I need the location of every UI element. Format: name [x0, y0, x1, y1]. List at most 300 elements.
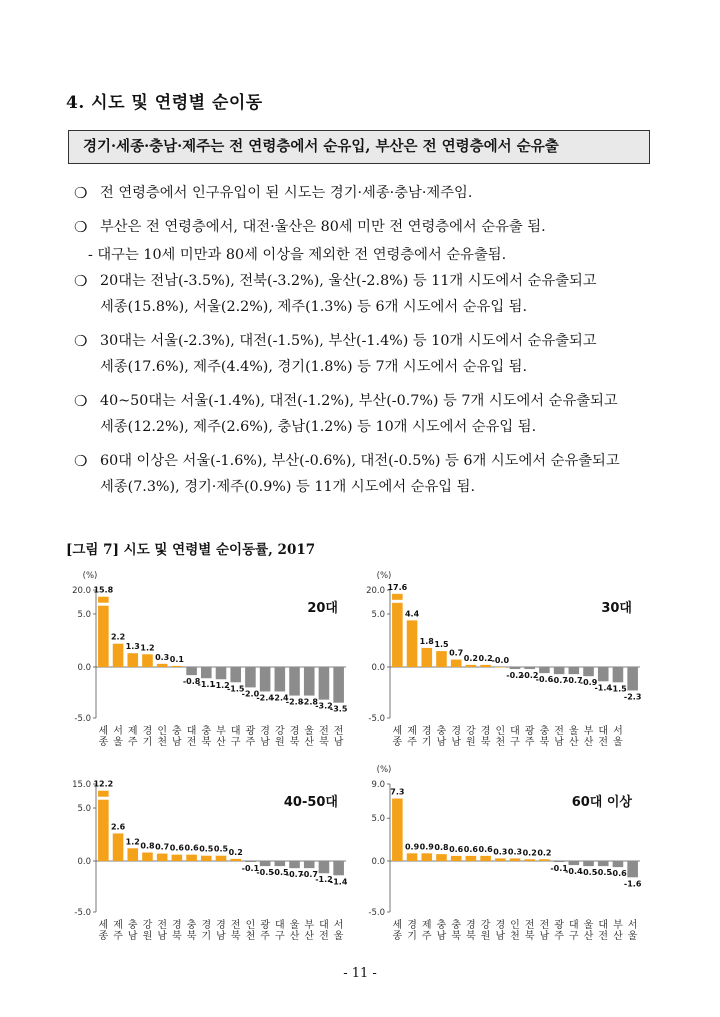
- category-label: 울: [568, 726, 579, 737]
- unit-label: (%): [82, 571, 98, 581]
- category-label: 주: [407, 737, 417, 748]
- bar: [304, 667, 315, 696]
- category-label: 경: [260, 726, 270, 737]
- category-label: 부: [216, 726, 226, 737]
- y-tick-label: 5.0: [77, 610, 91, 620]
- category-label: 충: [436, 726, 447, 737]
- data-label: -0.8: [182, 677, 201, 687]
- category-label: 남: [539, 931, 550, 942]
- data-label: -0.1: [550, 864, 568, 874]
- data-label: 1.2: [140, 643, 155, 653]
- category-label: 전: [186, 737, 197, 748]
- y-tick-label: 5.0: [371, 814, 385, 825]
- data-label: -0.7: [550, 676, 568, 686]
- category-label: 경: [480, 726, 491, 737]
- data-label: 0.8: [140, 841, 155, 851]
- y-tick-label: 5.0: [371, 610, 385, 620]
- data-label: 0.2: [522, 848, 537, 858]
- category-label: 전: [230, 920, 241, 931]
- category-label: 울: [333, 931, 344, 942]
- data-label: -0.7: [300, 870, 318, 880]
- category-label: 남: [436, 931, 447, 942]
- data-label: -0.5: [594, 868, 612, 878]
- bar: [480, 665, 491, 667]
- category-label: 기: [201, 931, 212, 942]
- category-label: 울: [613, 737, 623, 748]
- y-tick-label: 0.0: [371, 663, 385, 673]
- data-label: -3.5: [329, 704, 348, 714]
- bar: [142, 654, 153, 667]
- chart-title: 30대: [601, 601, 632, 616]
- bar: [230, 667, 241, 682]
- data-label: -0.7: [565, 676, 583, 686]
- category-label: 세: [392, 920, 403, 931]
- chart-30s-svg: [362, 568, 642, 753]
- category-label: 주: [421, 931, 432, 942]
- category-label: 경: [466, 920, 476, 931]
- category-label: 경: [407, 920, 417, 931]
- category-label: 원: [466, 737, 476, 748]
- axis-break-marker: [97, 603, 110, 606]
- category-label: 원: [274, 737, 285, 748]
- chart-30s: [362, 568, 642, 753]
- category-label: 남: [216, 931, 226, 942]
- category-label: 북: [230, 931, 241, 942]
- category-label: 북: [451, 931, 462, 942]
- sub-bullet: - 대구는 10세 미만과 80세 이상을 제외한 전 연령층에서 순유출됨.: [88, 247, 507, 263]
- bar: [260, 861, 271, 866]
- data-label: 0.1: [169, 654, 184, 664]
- y-tick-label: -5.0: [74, 908, 91, 918]
- category-label: 북: [172, 931, 182, 942]
- bar: [319, 667, 330, 700]
- bar: [466, 856, 477, 861]
- page-number: - 11 -: [343, 966, 377, 981]
- category-label: 강: [142, 920, 153, 931]
- data-label: -1.4: [594, 683, 612, 693]
- data-label: 0.5: [213, 844, 229, 854]
- data-label: 2.2: [110, 632, 126, 642]
- data-label: 0.7: [155, 842, 170, 852]
- data-label: 15.8: [93, 585, 114, 595]
- category-label: 주: [113, 931, 123, 942]
- bar: [186, 855, 197, 861]
- category-label: 종: [98, 931, 109, 942]
- data-label: 0.6: [478, 844, 493, 854]
- summary-box: 경기·세종·충남·제주는 전 연령층에서 순유입, 부산은 전 연령층에서 순유출: [68, 130, 650, 164]
- data-label: -0.2: [506, 671, 524, 681]
- data-label: 0.8: [434, 843, 449, 853]
- bar: [598, 667, 609, 681]
- unit-label: (%): [376, 571, 392, 581]
- category-label: 남: [495, 931, 506, 942]
- bar: [466, 665, 477, 667]
- category-label: 울: [304, 726, 315, 737]
- data-label: -0.1: [241, 864, 260, 874]
- category-label: 광: [260, 920, 270, 931]
- category-label: 북: [319, 737, 329, 748]
- category-label: 세: [98, 920, 109, 931]
- chart-40-50s-svg: [68, 762, 348, 947]
- bar: [392, 799, 403, 861]
- data-label: -1.5: [609, 684, 627, 694]
- category-label: 대: [274, 920, 285, 931]
- bullet-item: [74, 388, 656, 440]
- category-label: 천: [510, 931, 520, 942]
- category-label: 남: [127, 931, 138, 942]
- data-label: 0.2: [537, 848, 552, 858]
- category-label: 경: [495, 920, 506, 931]
- y-tick-label: 0.0: [77, 857, 91, 867]
- bar: [495, 667, 506, 668]
- category-label: 전: [524, 920, 535, 931]
- bar: [554, 861, 565, 862]
- data-label: 0.9: [404, 842, 420, 852]
- data-label: -0.5: [271, 868, 289, 878]
- category-label: 구: [510, 737, 520, 748]
- unit-label: (%): [376, 765, 392, 775]
- data-label: -1.5: [226, 684, 245, 694]
- data-label: -0.4: [565, 867, 583, 877]
- bar: [510, 667, 521, 669]
- bar: [407, 620, 418, 667]
- category-label: 남: [436, 737, 447, 748]
- bullet-mark-icon: ❍: [74, 184, 88, 202]
- category-label: 주: [245, 737, 256, 748]
- bar: [216, 856, 227, 861]
- category-label: 산: [289, 931, 300, 942]
- category-label: 충: [539, 726, 550, 737]
- bullet-text: 부산은 전 연령층에서, 대전·울산은 80세 미만 전 연령층에서 순유출 됨.: [100, 219, 546, 235]
- bullet-text: 40~50대는 서울(-1.4%), 대전(-1.2%), 부산(-0.7%) 등 7개 시도에서 순유출되고: [100, 393, 618, 409]
- category-label: 인: [245, 920, 256, 931]
- bullet-text: 60대 이상은 서울(-1.6%), 부산(-0.6%), 대전(-0.5%) 등 6개 시도에서 순유출되고: [100, 453, 620, 469]
- category-label: 주: [260, 931, 270, 942]
- data-label: -1.2: [212, 681, 230, 691]
- category-label: 경: [421, 726, 432, 737]
- category-label: 남: [333, 737, 344, 748]
- data-label: 0.6: [449, 844, 464, 854]
- y-tick-label: 20.0: [366, 586, 385, 596]
- bar: [436, 854, 447, 861]
- y-tick-label: -5.0: [368, 908, 385, 918]
- category-label: 산: [216, 737, 226, 748]
- bullet-mark-icon: ❍: [74, 392, 88, 410]
- bullet-text: 20대는 전남(-3.5%), 전북(-3.2%), 울산(-2.8%) 등 11개 시도에서 순유출되고: [100, 273, 597, 289]
- bar: [157, 854, 168, 861]
- category-label: 남: [157, 931, 168, 942]
- category-label: 대: [319, 920, 329, 931]
- category-label: 전: [157, 920, 168, 931]
- category-label: 기: [421, 737, 432, 748]
- category-label: 제: [113, 920, 123, 931]
- data-label: 0.6: [184, 843, 199, 853]
- category-label: 북: [539, 737, 550, 748]
- bar: [524, 859, 535, 861]
- category-label: 강: [466, 726, 476, 737]
- category-label: 종: [392, 931, 403, 942]
- y-tick-label: -5.0: [368, 714, 385, 724]
- chart-20s: [68, 568, 348, 753]
- y-tick-label: 0.0: [371, 857, 385, 867]
- bullet-text: 30대는 서울(-2.3%), 대전(-1.5%), 부산(-1.4%) 등 10개 시도에서 순유출되고: [100, 333, 597, 349]
- y-tick-label: 15.0: [72, 780, 91, 790]
- category-label: 종: [98, 737, 109, 748]
- data-label: 0.3: [493, 847, 508, 857]
- bar: [216, 667, 227, 679]
- bar: [201, 856, 212, 861]
- category-label: 전: [539, 920, 550, 931]
- bar: [554, 667, 565, 674]
- bar: [421, 853, 432, 861]
- bullet-item: [74, 448, 656, 500]
- category-label: 충: [451, 920, 462, 931]
- data-label: -2.3: [623, 692, 642, 702]
- category-label: 부: [304, 920, 315, 931]
- bar: [495, 858, 506, 861]
- axis-break-marker: [391, 600, 404, 603]
- data-label: 0.3: [507, 847, 523, 857]
- data-label: 17.6: [387, 582, 408, 592]
- category-label: 천: [245, 931, 256, 942]
- category-label: 제: [127, 726, 138, 737]
- category-label: 광: [245, 726, 256, 737]
- category-label: 경: [216, 920, 226, 931]
- category-label: 구: [230, 737, 241, 748]
- category-label: 전: [319, 931, 329, 942]
- data-label: 0.6: [169, 843, 184, 853]
- bar: [275, 861, 286, 866]
- data-label: 0.2: [478, 653, 493, 663]
- data-label: 0.3: [155, 652, 170, 662]
- data-label: -1.6: [623, 879, 642, 889]
- data-label: -0.6: [609, 869, 627, 879]
- data-label: -0.7: [285, 870, 304, 880]
- category-label: 대: [568, 920, 579, 931]
- bar: [583, 861, 594, 866]
- data-label: 1.5: [434, 640, 449, 650]
- data-label: 0.6: [463, 844, 478, 854]
- bar: [524, 667, 535, 669]
- category-label: 구: [568, 931, 579, 942]
- bar: [569, 667, 580, 674]
- bar: [539, 859, 550, 861]
- bullet-text: 전 연령층에서 인구유입이 된 시도는 경기·세종·충남·제주임.: [100, 185, 473, 201]
- category-label: 대: [186, 726, 197, 737]
- bar: [186, 667, 197, 675]
- category-label: 대: [598, 726, 609, 737]
- bullet-text-cont: 세종(15.8%), 서울(2.2%), 제주(1.3%) 등 6개 시도에서 순유입 됨.: [100, 299, 528, 315]
- bullet-mark-icon: ❍: [74, 452, 88, 470]
- category-label: 충: [436, 920, 447, 931]
- bar: [598, 861, 609, 866]
- bullet-mark-icon: ❍: [74, 218, 88, 236]
- data-label: -0.9: [579, 678, 598, 688]
- category-label: 경: [201, 920, 212, 931]
- y-tick-label: 20.0: [72, 586, 91, 596]
- category-label: 남: [554, 737, 564, 748]
- bar: [436, 651, 447, 667]
- bar: [201, 667, 212, 678]
- chart-60plus: [362, 762, 642, 947]
- bullet-mark-icon: ❍: [74, 272, 88, 290]
- bar: [319, 861, 330, 873]
- category-label: 산: [568, 737, 579, 748]
- bar: [289, 667, 300, 696]
- category-label: 울: [583, 920, 594, 931]
- category-label: 북: [466, 931, 476, 942]
- bar: [98, 791, 109, 861]
- data-label: 0.7: [449, 648, 464, 658]
- bullet-item: [74, 180, 656, 206]
- data-label: 1.2: [125, 837, 140, 847]
- category-label: 전: [319, 726, 329, 737]
- bar: [480, 856, 491, 861]
- data-label: -2.4: [256, 693, 274, 703]
- category-label: 산: [613, 931, 623, 942]
- bullet-text-cont: 세종(12.2%), 제주(2.6%), 충남(1.2%) 등 10개 시도에서 순유입 됨.: [100, 419, 537, 435]
- bullet-text-cont: 세종(7.3%), 경기·제주(0.9%) 등 11개 시도에서 순유입 됨.: [100, 479, 476, 495]
- category-label: 인: [510, 920, 520, 931]
- category-label: 세: [98, 726, 109, 737]
- chart-20s-svg: [68, 568, 348, 753]
- bullet-text-cont: 세종(17.6%), 제주(4.4%), 경기(1.8%) 등 7개 시도에서 순유입 됨.: [100, 359, 528, 375]
- bar: [392, 594, 403, 667]
- chart-title: 60대 이상: [571, 795, 632, 810]
- category-label: 강: [480, 920, 491, 931]
- bullet-item: [74, 214, 656, 240]
- category-label: 서: [627, 920, 638, 931]
- category-label: 원: [480, 931, 491, 942]
- category-label: 제: [421, 920, 432, 931]
- y-tick-label: 0.0: [77, 663, 91, 673]
- data-label: 7.3: [390, 787, 405, 797]
- category-label: 원: [142, 931, 153, 942]
- axis-break-marker: [97, 797, 110, 800]
- category-label: 주: [524, 737, 535, 748]
- category-label: 인: [495, 726, 506, 737]
- bar: [583, 667, 594, 676]
- data-label: -0.6: [535, 675, 554, 685]
- bullet-mark-icon: ❍: [74, 332, 88, 350]
- data-label: 12.2: [93, 779, 114, 789]
- bar: [113, 833, 124, 861]
- category-label: 기: [142, 737, 153, 748]
- chart-title: 20대: [307, 601, 338, 616]
- bar: [627, 861, 638, 877]
- category-label: 전: [333, 726, 344, 737]
- category-label: 대: [510, 726, 520, 737]
- category-label: 주: [127, 737, 138, 748]
- chart-40-50s: [68, 762, 348, 947]
- chart-60plus-svg: [362, 762, 642, 947]
- bullet-item: [74, 328, 656, 380]
- category-label: 광: [554, 920, 564, 931]
- category-label: 천: [157, 737, 168, 748]
- category-label: 산: [304, 737, 315, 748]
- category-label: 인: [157, 726, 168, 737]
- category-label: 전: [598, 737, 609, 748]
- bar: [245, 667, 256, 687]
- bar: [113, 644, 124, 667]
- category-label: 주: [554, 931, 564, 942]
- category-label: 전: [598, 931, 609, 942]
- data-label: -0.0: [491, 656, 510, 665]
- category-label: 대: [230, 726, 241, 737]
- bar: [260, 667, 271, 691]
- data-label: 1.8: [419, 636, 434, 646]
- data-label: 0.2: [228, 847, 243, 857]
- bar: [627, 667, 638, 690]
- category-label: 제: [407, 726, 417, 737]
- category-label: 울: [627, 931, 638, 942]
- category-label: 세: [392, 726, 403, 737]
- bar: [245, 861, 256, 862]
- section-heading: 4. 시도 및 연령별 순이동: [66, 93, 263, 113]
- category-label: 대: [598, 920, 609, 931]
- category-label: 경: [142, 726, 153, 737]
- category-label: 천: [495, 737, 506, 748]
- category-label: 남: [172, 737, 182, 748]
- bar: [172, 855, 183, 861]
- category-label: 기: [407, 931, 417, 942]
- bullet-item: [74, 268, 656, 320]
- category-label: 남: [451, 737, 462, 748]
- data-label: -1.2: [315, 875, 333, 885]
- bar: [275, 667, 286, 691]
- chart-title: 40-50대: [283, 795, 338, 810]
- bar: [304, 861, 315, 868]
- category-label: 북: [480, 737, 491, 748]
- data-label: -0.5: [256, 868, 274, 878]
- bar: [333, 667, 344, 703]
- data-label: 0.2: [463, 653, 478, 663]
- bar: [142, 853, 153, 861]
- bar: [613, 861, 624, 867]
- bar: [569, 861, 580, 865]
- bar: [510, 858, 521, 861]
- category-label: 구: [274, 931, 285, 942]
- bar: [230, 859, 241, 861]
- category-label: 산: [583, 931, 594, 942]
- category-label: 강: [274, 726, 285, 737]
- category-label: 산: [304, 931, 315, 942]
- data-label: 2.6: [110, 822, 126, 832]
- data-label: -3.2: [315, 701, 333, 711]
- category-label: 충: [201, 726, 212, 737]
- figure-caption: [그림 7] 시도 및 연령별 순이동률, 2017: [66, 542, 316, 558]
- bar: [539, 667, 550, 673]
- data-label: -2.8: [300, 697, 318, 707]
- bar: [98, 597, 109, 667]
- category-label: 서: [113, 726, 123, 737]
- bar: [613, 667, 624, 682]
- category-label: 북: [524, 931, 535, 942]
- data-label: -2.8: [285, 697, 304, 707]
- bar: [421, 648, 432, 667]
- bar: [157, 664, 168, 667]
- bar: [407, 853, 418, 861]
- bar: [172, 666, 183, 667]
- data-label: 0.9: [419, 842, 434, 852]
- data-label: 0.5: [199, 844, 214, 854]
- data-label: -1.4: [329, 877, 348, 887]
- category-label: 서: [333, 920, 344, 931]
- category-label: 북: [201, 737, 212, 748]
- category-label: 남: [260, 737, 270, 748]
- y-tick-label: 9.0: [371, 780, 385, 790]
- bullet-list: [74, 180, 656, 500]
